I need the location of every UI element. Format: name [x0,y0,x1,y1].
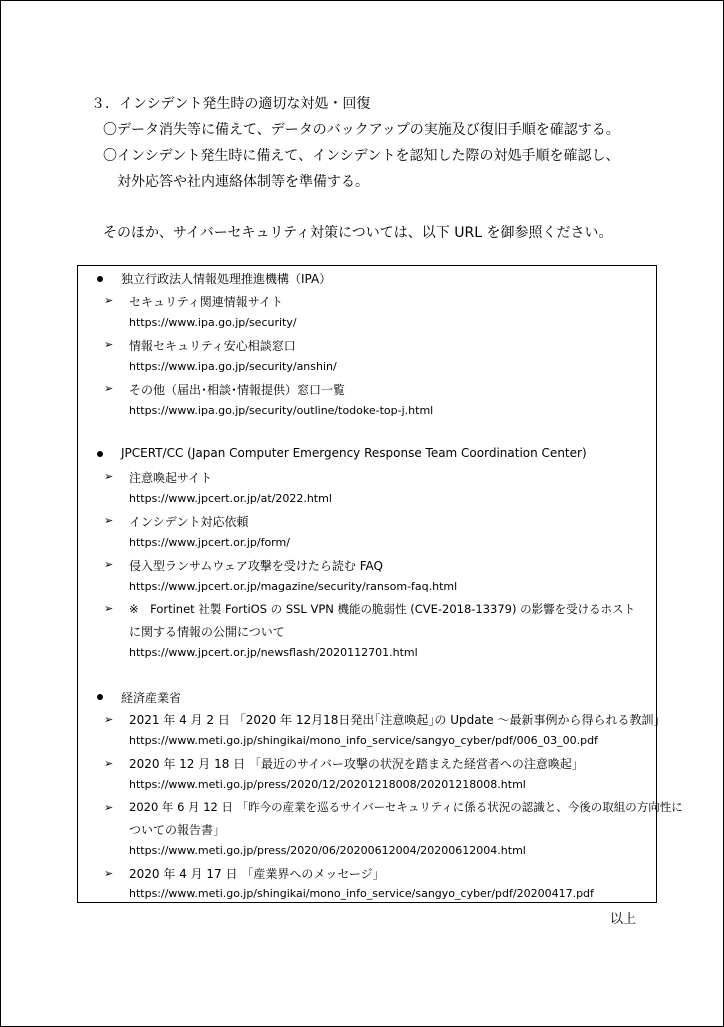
arrowhead-icon: ➢ [104,867,114,880]
list-item-label: 2021 年 4 月 2 日 「2020 年 12月18日発出｢注意喚起｣の Update ～最新事例から得られる教訓」 [129,713,666,727]
reference-box [77,265,683,903]
list-item-url[interactable]: https://www.ipa.go.jp/security/anshin/ [129,360,337,373]
list-item-url[interactable]: https://www.jpcert.or.jp/magazine/security/ransom-faq.html [129,580,458,593]
list-item-url[interactable]: https://www.meti.go.jp/press/2020/12/20201218008/20201218008.html [129,778,526,791]
list-item-url[interactable]: https://www.meti.go.jp/shingikai/mono_info_service/sangyo_cyber/pdf/20200417.pdf [129,887,594,900]
list-item-url[interactable]: https://www.ipa.go.jp/security/outline/todoke-top-j.html [129,404,434,417]
group-title-jpcert: JPCERT/CC (Japan Computer Emergency Response Team Coordination Center) [121,446,587,460]
list-item-label-continued: に関する情報の公開について [129,625,285,639]
list-item-url[interactable]: https://www.meti.go.jp/shingikai/mono_info_service/sangyo_cyber/pdf/006_03_00.pdf [129,734,598,747]
measure-line-3: 対外応答や社内連絡体制等を準備する。 [117,174,369,190]
list-item-label: 2020 年 4 月 17 日 「産業界へのメッセージ」 [129,867,385,881]
list-item-label-continued: ついての報告書」 [129,823,226,837]
arrowhead-icon: ➢ [104,757,114,770]
list-item-label: 2020 年 6 月 12 日 「昨今の産業を巡るサイバーセキュリティに係る状況の認識と、今後の取組の方向性に [129,800,683,814]
list-item-label: インシデント対応依頼 [129,515,249,529]
arrowhead-icon: ➢ [104,470,114,483]
list-item-url[interactable]: https://www.jpcert.or.jp/newsflash/2020112701.html [129,646,418,659]
bullet-icon [97,694,103,700]
arrowhead-icon: ➢ [104,801,114,814]
list-item-label: 侵入型ランサムウェア攻撃を受けたら読む FAQ [129,559,383,573]
list-item-label: 情報セキュリティ安心相談窓口 [129,339,296,353]
list-item-url[interactable]: https://www.meti.go.jp/press/2020/06/20200612004/20200612004.html [129,844,526,857]
arrowhead-icon: ➢ [104,514,114,527]
bullet-icon [97,451,103,457]
section-heading: ３．インシデント発生時の適切な対処・回復 [91,96,371,112]
list-item-label: セキュリティ関連情報サイト [129,295,283,309]
list-item-label: 2020 年 12 月 18 日 「最近のサイバー攻撃の状況を踏まえた経営者への注意喚起」 [129,757,584,771]
arrowhead-icon: ➢ [104,602,114,615]
list-item-url[interactable]: https://www.jpcert.or.jp/form/ [129,536,290,549]
arrowhead-icon: ➢ [104,382,114,395]
arrowhead-icon: ➢ [104,338,114,351]
list-item-url[interactable]: https://www.ipa.go.jp/security/ [129,316,297,329]
arrowhead-icon: ➢ [104,558,114,571]
list-item-label: ※ Fortinet 社製 FortiOS の SSL VPN 機能の脆弱性 (CVE-2018-13379) の影響を受けるホスト [129,602,636,616]
group-title-ipa: 独立行政法人情報処理推進機構（IPA） [121,272,332,286]
list-item-url[interactable]: https://www.jpcert.or.jp/at/2022.html [129,492,332,505]
bullet-icon [97,276,103,282]
group-title-meti: 経済産業省 [121,691,182,705]
arrowhead-icon: ➢ [104,713,114,726]
list-item-label: その他（届出･相談･情報提供）窓口一覧 [129,383,346,397]
closing-mark: 以上 [610,912,637,927]
measure-line-2: 〇インシデント発生時に備えて、インシデントを認知した際の対処手順を確認し、 [103,148,620,164]
arrowhead-icon: ➢ [104,294,114,307]
measure-line-1: 〇データ消失等に備えて、データのバックアップの実施及び復旧手順を確認する。 [103,122,620,138]
list-item-label: 注意喚起サイト [129,471,213,485]
reference-intro: そのほか、サイバーセキュリティ対策については、以下 URL を御参照ください。 [103,225,613,241]
